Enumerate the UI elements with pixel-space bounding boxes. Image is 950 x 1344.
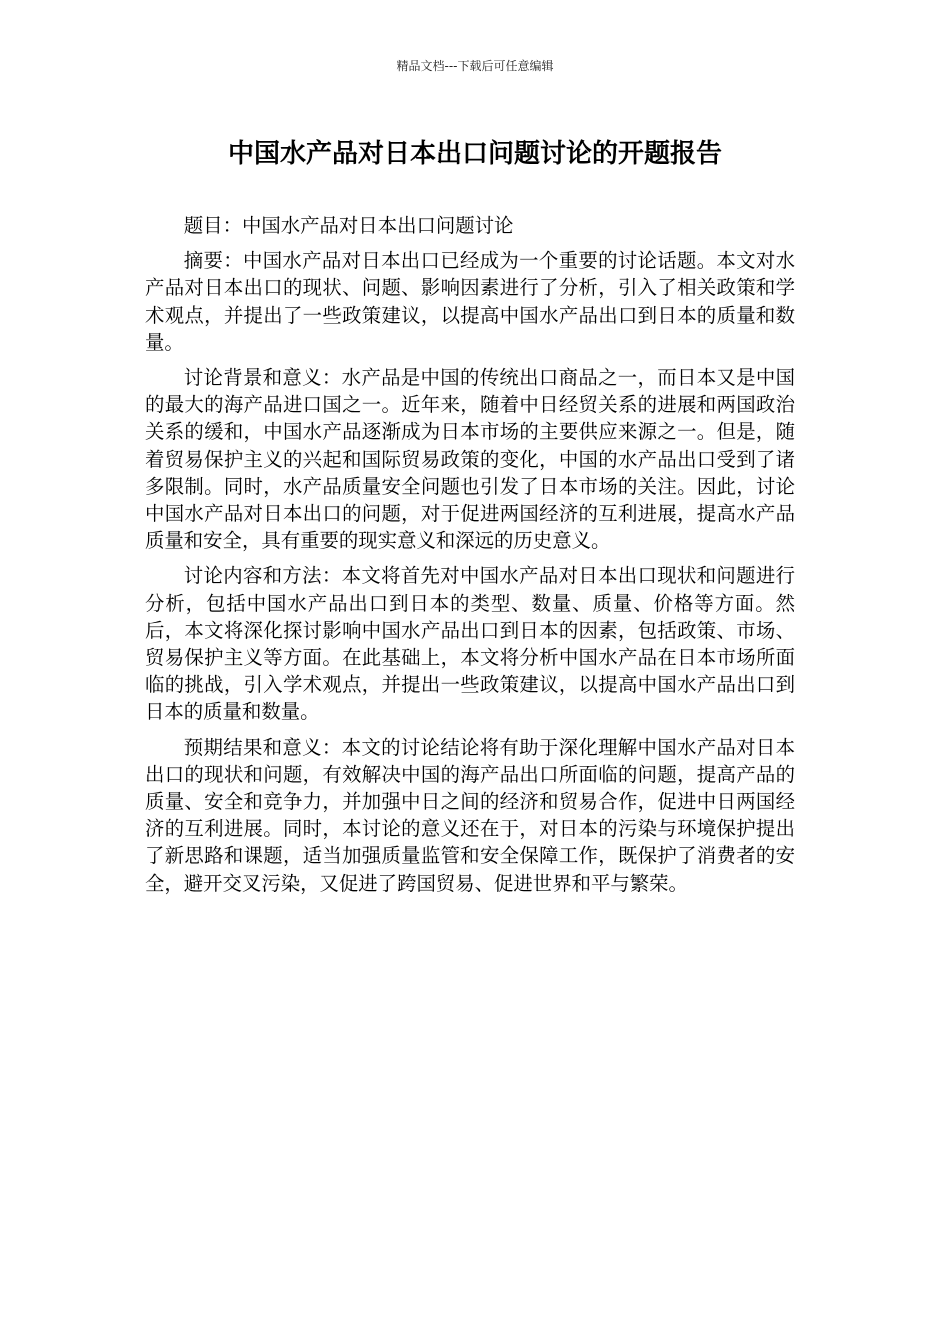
- document-title: 中国水产品对日本出口问题讨论的开题报告: [227, 139, 722, 169]
- document-body: [145, 212, 795, 905]
- page-header: 精品文档---下载后可任意编辑: [396, 59, 554, 73]
- abstract-paragraph: 摘要：中国水产品对日本出口已经成为一个重要的讨论话题。本文对水产品对日本出口的现状、问题、影响因素进行了分析，引入了相关政策和学术观点，并提出了一些政策建议，以提高中国水产品出口到日本的质量和数量。: [145, 249, 795, 354]
- content-method-paragraph: 讨论内容和方法：本文将首先对中国水产品对日本出口现状和问题进行分析，包括中国水产品出口到日本的类型、数量、质量、价格等方面。然后，本文将深化探讨影响中国水产品出口到日本的因素，包括政策、市场、贸易保护主义等方面。在此基础上，本文将分析中国水产品在日本市场所面临的挑战，引入学术观点，并提出一些政策建议，以提高中国水产品出口到日本的质量和数量。: [145, 564, 795, 724]
- topic-paragraph: 题目：中国水产品对日本出口问题讨论: [183, 214, 514, 237]
- background-paragraph: 讨论背景和意义：水产品是中国的传统出口商品之一，而日本又是中国的最大的海产品进口国之一。近年来，随着中日经贸关系的进展和两国政治关系的缓和，中国水产品逐渐成为日本市场的主要供应来源之一。但是，随着贸易保护主义的兴起和国际贸易政策的变化，中国的水产品出口受到了诸多限制。同时，水产品质量安全问题也引发了日本市场的关注。因此，讨论中国水产品对日本出口的问题，对于促进两国经济的互利进展，提高水产品质量和安全，具有重要的现实意义和深远的历史意义。: [145, 366, 795, 553]
- expected-results-paragraph: 预期结果和意义：本文的讨论结论将有助于深化理解中国水产品对日本出口的现状和问题，有效解决中国的海产品出口所面临的问题，提高产品的质量、安全和竞争力，并加强中日之间的经济和贸易合作，促进中日两国经济的互利进展。同时，本讨论的意义还在于，对日本的污染与环境保护提出了新思路和课题，适当加强质量监管和安全保障工作，既保护了消费者的安全，避开交叉污染，又促进了跨国贸易、促进世界和平与繁荣。: [145, 735, 795, 895]
